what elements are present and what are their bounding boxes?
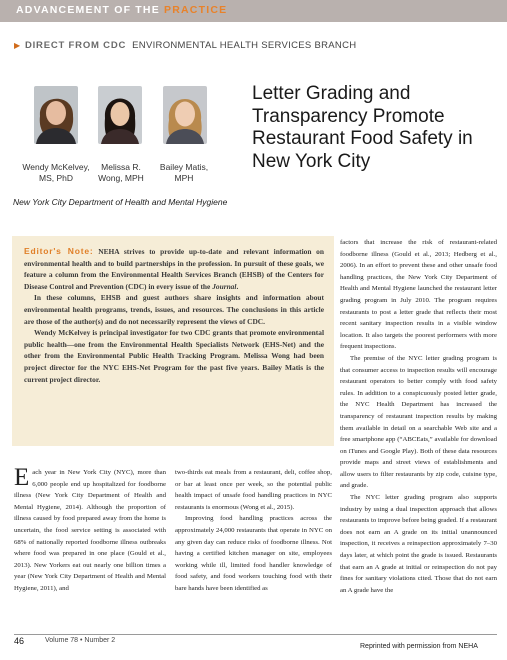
volume-info: Volume 78 • Number 2 [45, 637, 116, 644]
arrow-right-icon: ▶ [14, 41, 21, 50]
department-line [14, 40, 356, 51]
body-right-p2: The premise of the NYC letter grading program is that consumer access to inspection results will encourage restaurant operators to better comply with food safety rules. In addition to a conspicuously posted letter grade, the NYC Health Department has increased the transparency of restaurant inspection results by making them available in detail on a searchable Web site and a free smartphone app (“ABCEats,” available for download on iTunes and Google Play). Both of these data resources provide maps and street views of establishments and allow users to filter restaurants by zip code, cuisine type, and grade. [340, 354, 497, 490]
column-label: DIRECT FROM CDC [24, 40, 127, 51]
editors-note-p1: NEHA strives to provide up-to-date and relevant information on environmental health and to build partnerships in the profession. In pursuit of these goals, we feature a column from the Environmental Health Services Branch (EHSB) of the Centers for Disease Control and Prevention (CDC) in every issue of the [24, 247, 324, 291]
editors-note-journal: Journal [212, 281, 237, 291]
editors-note-p3: Wendy McKelvey is principal investigator for two CDC grants that promote environmental public health—one from the Environmental Health Specialists Network (EHS-Net) and the other from the Environmental Public Health Tracking Program. Melissa Wong had been project director for the NYC EHS-Net Program for the past five years. Bailey Matis is the current project director. [24, 328, 324, 384]
author-photo-mckelvey [34, 86, 78, 144]
reprint-permission: Reprinted with permission from NEHA [360, 643, 478, 650]
editors-note-paragraph: Editor's Note: NEHA strives to provide up-to-date and relevant information on environmental health and to build partnerships in the profession. In pursuit of these goals, we feature a column from the Environmental Health Services Branch (EHSB) of the Centers for Disease Control and Prevention (CDC) in every issue of the Journal. [24, 246, 324, 291]
author-photo-matis [163, 86, 207, 144]
author-caption-wong: Melissa R. Wong, MPH [98, 162, 144, 183]
author-photo-wong [98, 86, 142, 144]
body-right-p1: factors that increase the risk of restaurant-related foodborne illness (Gould et al., 2013; Hedberg et al., 2006). In an effort to prevent these and other unsafe food handling practices, the New York City Department of Health and Mental Hygiene launched the restaurant letter grading program in July 2010. The program requires restaurants to post a letter grade that reflects their most recent sanitary inspection results in a visible window location. It also targets the poorest performers with more frequent inspections. [340, 239, 497, 351]
editors-note-p2: In these columns, EHSB and guest authors share insights and information about environmental health programs, trends, issues, and resources. The conclusions in this article are those of the author(s) and do not necessarily represent the views of CDC. [24, 293, 324, 326]
drop-cap: E [14, 464, 30, 491]
author-affiliation: New York City Department of Health and Mental Hygiene [13, 197, 228, 207]
editors-note-box [12, 236, 334, 446]
author-caption-mckelvey: Wendy McKelvey, MS, PhD [22, 162, 90, 183]
footer-divider [14, 634, 497, 635]
body-left-text: ach year in New York City (NYC), more than 6,000 people end up hospitalized for foodborne illness (New York City Department of Health and Mental Hygiene, 2014). Although the proportion of illness caused by food prepared away from the home is uncertain, the food service setting is associated with 68% of nationally reported foodborne illness outbreaks where food was prepared in one place (Gould et al., 2013). New Yorkers eat out nearly one billion times a year (New York City Department of Health and Mental Hygiene, 2011), and [14, 469, 166, 592]
banner-prefix: ADVANCEMENT OF THE [16, 4, 165, 16]
body-column-middle [175, 467, 332, 595]
body-right-p3: The NYC letter grading program also supports industry by using a dual inspection approach that allows restaurants to improve before being graded. If a restaurant does not earn an A grade on its initial unannounced inspection, it receives a reinspection approximately 7–30 days later, at which point the grade is issued. Restaurants that earn an A grade at initial or reinspection do not pay fines for sanitary violations cited. Those that do not earn an A grade have the [340, 494, 497, 594]
article-title: Letter Grading and Transparency Promote Restaurant Food Safety in New York City [252, 83, 473, 172]
body-column-left [14, 464, 166, 595]
editors-note-text [24, 246, 324, 385]
editors-note-label: Editor's Note: [24, 246, 94, 256]
body-mid-p1: two-thirds eat meals from a restaurant, deli, coffee shop, or bar at least once per week, so the potential public health impact of unsafe food handling practices in NYC restaurants is enormous (Wong et al., 2015). [175, 469, 332, 511]
body-paragraph [14, 464, 166, 595]
page-number: 46 [14, 636, 25, 646]
branch-name: ENVIRONMENTAL HEALTH SERVICES BRANCH [132, 40, 357, 51]
section-banner-title [16, 4, 227, 16]
author-caption-matis: Bailey Matis, MPH [159, 162, 209, 183]
banner-accent: PRACTICE [164, 4, 228, 16]
body-column-right [340, 237, 497, 596]
body-mid-p2: Improving food handling practices across the approximately 24,000 restaurants that operate in NYC on any given day can reduce risks of foodborne illness. Not having a certified kitchen manager on site, employees working while ill, limited food handler knowledge of food safety, and food workers touching food with their bare hands have been identified as [175, 515, 332, 592]
